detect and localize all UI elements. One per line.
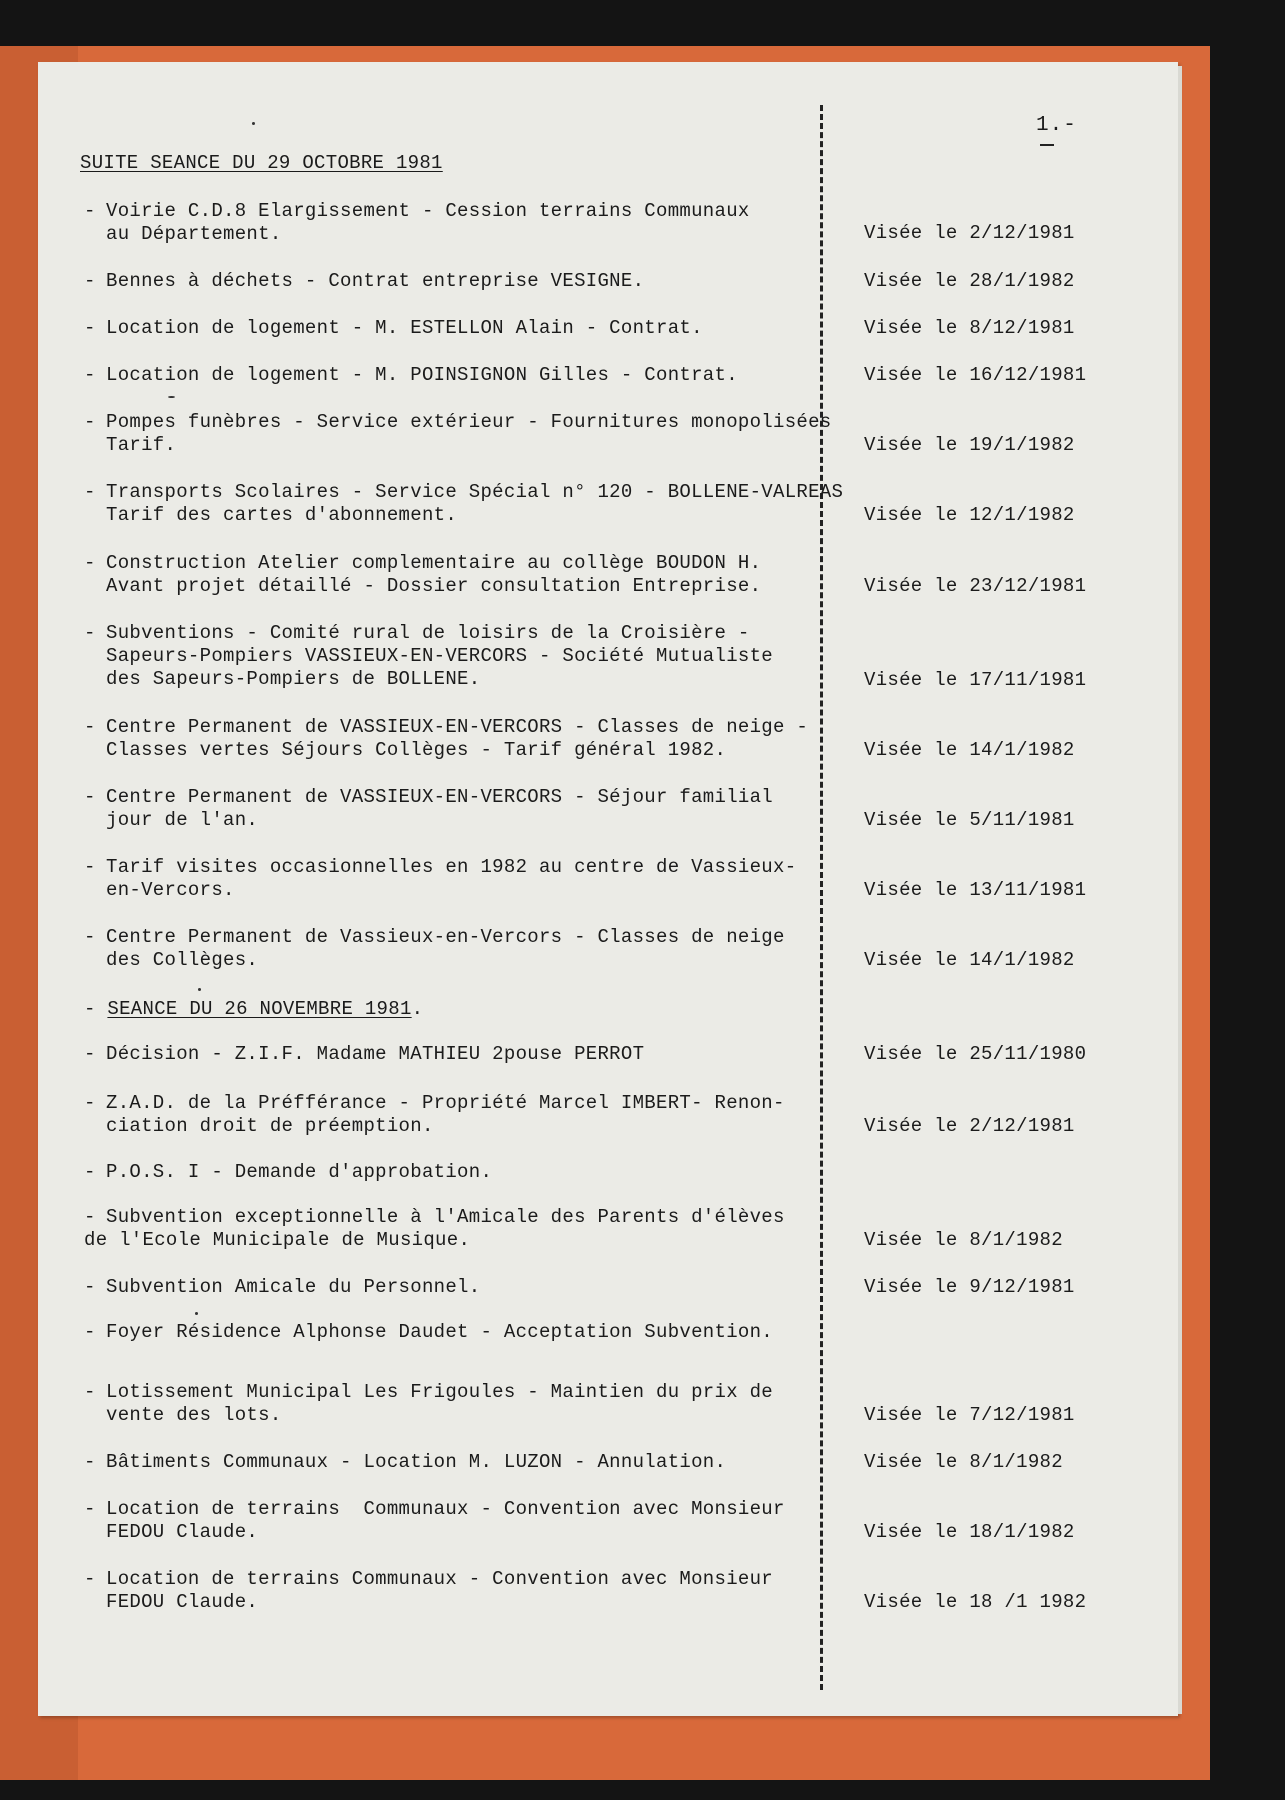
visa-date: Visée le 23/12/1981	[864, 575, 1087, 597]
visa-date: Visée le 18 /1 1982	[864, 1591, 1087, 1613]
entry-line-first	[84, 1043, 824, 1066]
entry-text: au Département.	[106, 223, 282, 245]
entry-text: FEDOU Claude.	[106, 1591, 259, 1613]
entry-item	[84, 786, 824, 832]
visa-date: Visée le 9/12/1981	[864, 1276, 1075, 1298]
entry-line-first	[84, 786, 824, 809]
entry-item	[84, 1276, 824, 1299]
entry-text: Décision - Z.I.F. Madame MATHIEU 2pouse PERROT	[106, 1043, 645, 1065]
entry-text: vente des lots.	[106, 1404, 282, 1426]
visa-date: Visée le 2/12/1981	[864, 1115, 1075, 1137]
entry-line-first	[84, 200, 824, 223]
entry-text: Centre Permanent de VASSIEUX-EN-VERCORS - Séjour familial	[106, 786, 774, 808]
entry-line-first	[84, 1451, 824, 1474]
entry-text: Subvention exceptionnelle à l'Amicale des Parents d'élèves	[106, 1206, 785, 1228]
entry-line-first	[84, 364, 824, 387]
section-heading-1	[80, 152, 443, 174]
paper-speck	[198, 988, 201, 991]
entry-item	[84, 856, 824, 902]
entry-line-first	[84, 481, 844, 504]
page-edge	[1178, 66, 1182, 1714]
entry-item	[84, 1381, 824, 1427]
entry-item	[84, 1451, 824, 1474]
visa-date: Visée le 2/12/1981	[864, 222, 1075, 244]
entry-item	[84, 926, 824, 972]
entry-dash: -	[84, 1276, 96, 1298]
entry-dash: -	[84, 622, 96, 644]
entry-line-first	[84, 926, 824, 949]
entry-text: FEDOU Claude.	[106, 1521, 259, 1543]
visa-date: Visée le 19/1/1982	[864, 434, 1075, 456]
entry-dash: -	[84, 481, 96, 503]
entry-dash: -	[84, 1161, 96, 1183]
entry-text: Centre Permanent de VASSIEUX-EN-VERCORS - Classes de neige -	[106, 716, 809, 738]
visa-date: Visée le 14/1/1982	[864, 949, 1075, 971]
entry-text: Sapeurs-Pompiers VASSIEUX-EN-VERCORS - Société Mutualiste	[106, 645, 774, 667]
entry-line-first	[84, 270, 824, 293]
section-heading-2-dash: -	[84, 998, 96, 1020]
entry-line-first	[84, 1206, 824, 1229]
entry-line-first	[84, 552, 824, 575]
visa-date: Visée le 8/1/1982	[864, 1229, 1063, 1251]
entry-line-first	[84, 1568, 824, 1591]
entry-item	[84, 716, 824, 762]
entry-line-continuation	[84, 1115, 824, 1138]
entry-text: Tarif visites occasionnelles en 1982 au centre de Vassieux-	[106, 856, 797, 878]
visa-date: Visée le 8/12/1981	[864, 317, 1075, 339]
entry-line-continuation	[84, 434, 824, 457]
paper-speck	[252, 122, 255, 125]
entry-text: Tarif des cartes d'abonnement.	[106, 504, 458, 526]
entry-text: Bennes à déchets - Contrat entreprise VESIGNE.	[106, 270, 645, 292]
entry-text: Subventions - Comité rural de loisirs de la Croisière -	[106, 622, 750, 644]
entry-text: P.O.S. I - Demande d'approbation.	[106, 1161, 493, 1183]
entry-text: Foyer Résidence Alphonse Daudet - Acceptation Subvention.	[106, 1321, 774, 1343]
entry-text: Location de terrains Communaux - Convention avec Monsieur	[106, 1568, 774, 1590]
entry-dash: -	[84, 716, 96, 738]
entry-text: Classes vertes Séjours Collèges - Tarif général 1982.	[106, 739, 727, 761]
entry-text: Z.A.D. de la Préfférance - Propriété Marcel IMBERT- Renon-	[106, 1092, 785, 1114]
entry-item	[84, 552, 824, 598]
visa-date: Visée le 17/11/1981	[864, 669, 1087, 691]
entry-text: des Sapeurs-Pompiers de BOLLENE.	[106, 668, 481, 690]
visa-date: Visée le 16/12/1981	[864, 364, 1087, 386]
entry-line-continuation	[84, 1591, 824, 1614]
entry-dash: -	[84, 552, 96, 574]
entry-text: Transports Scolaires - Service Spécial n° 120 - BOLLENE-VALREAS	[106, 481, 844, 503]
section-heading-1-text: SUITE SEANCE DU 29 OCTOBRE 1981	[80, 152, 443, 174]
visa-date: Visée le 12/1/1982	[864, 504, 1075, 526]
paper-speck	[168, 396, 175, 398]
entry-dash: -	[84, 1206, 96, 1228]
visa-date: Visée le 14/1/1982	[864, 739, 1075, 761]
entry-line-first	[84, 1276, 824, 1299]
entry-line-continuation	[84, 223, 824, 246]
entry-item	[84, 1043, 824, 1066]
entry-line-continuation	[84, 1229, 824, 1252]
entry-dash: -	[84, 364, 96, 386]
entry-text: ciation droit de préemption.	[106, 1115, 434, 1137]
entry-line-continuation	[84, 739, 824, 762]
entry-item	[84, 1206, 824, 1252]
visa-date: Visée le 5/11/1981	[864, 809, 1075, 831]
entry-text: Lotissement Municipal Les Frigoules - Maintien du prix de	[106, 1381, 774, 1403]
entry-line-first	[84, 1498, 824, 1521]
page-number-underline	[1040, 144, 1054, 146]
entry-dash: -	[84, 1321, 96, 1343]
entry-dash: -	[84, 270, 96, 292]
entry-line-continuation	[84, 879, 824, 902]
entry-text: Bâtiments Communaux - Location M. LUZON - Annulation.	[106, 1451, 727, 1473]
section-heading-2-period: .	[411, 998, 424, 1020]
entry-line-first	[84, 317, 824, 340]
entry-line-first	[84, 1161, 824, 1184]
entry-text: Voirie C.D.8 Elargissement - Cession terrains Communaux	[106, 200, 750, 222]
visa-date: Visée le 7/12/1981	[864, 1404, 1075, 1426]
entry-item	[84, 200, 824, 246]
entry-dash: -	[84, 786, 96, 808]
entry-line-continuation	[84, 575, 824, 598]
entry-line-first	[84, 411, 832, 434]
visa-date: Visée le 28/1/1982	[864, 270, 1075, 292]
entry-dash: -	[84, 856, 96, 878]
entry-dash: -	[84, 926, 96, 948]
entry-line-continuation	[84, 1404, 824, 1427]
entry-item	[84, 364, 824, 387]
entry-dash: -	[84, 1451, 96, 1473]
entry-line-continuation	[84, 1521, 824, 1544]
section-heading-2-text: SEANCE DU 26 NOVEMBRE 1981	[107, 998, 412, 1020]
visa-date: Visée le 13/11/1981	[864, 879, 1087, 901]
entry-line-continuation	[84, 645, 824, 668]
entry-text: Construction Atelier complementaire au collège BOUDON H.	[106, 552, 762, 574]
entry-text: Location de terrains Communaux - Convention avec Monsieur	[106, 1498, 785, 1520]
entry-text: Location de logement - M. ESTELLON Alain - Contrat.	[106, 317, 703, 339]
entry-line-first	[84, 622, 824, 645]
section-heading-2	[84, 998, 423, 1020]
entry-line-continuation	[84, 504, 824, 527]
entry-text: Centre Permanent de Vassieux-en-Vercors - Classes de neige	[106, 926, 785, 948]
entry-line-first	[84, 716, 824, 739]
entry-text: jour de l'an.	[106, 809, 259, 831]
paper-speck	[195, 1312, 198, 1315]
page-number: 1.-	[1036, 114, 1077, 137]
entry-item	[84, 270, 824, 293]
entry-line-first	[84, 1381, 824, 1404]
entry-text: Avant projet détaillé - Dossier consultation Entreprise.	[106, 575, 762, 597]
entry-line-continuation	[84, 949, 824, 972]
entry-item	[84, 481, 844, 527]
entry-item	[84, 622, 824, 691]
entry-dash: -	[84, 1092, 96, 1114]
entry-line-continuation	[84, 668, 824, 691]
visa-date: Visée le 8/1/1982	[864, 1451, 1063, 1473]
entry-text: en-Vercors.	[106, 879, 235, 901]
entry-item	[84, 317, 824, 340]
entry-dash: -	[84, 200, 96, 222]
visa-date: Visée le 18/1/1982	[864, 1521, 1075, 1543]
entry-dash: -	[84, 1568, 96, 1590]
entry-line-first	[84, 1321, 824, 1344]
entry-item	[84, 1498, 824, 1544]
entry-dash: -	[84, 317, 96, 339]
entry-dash: -	[84, 1043, 96, 1065]
entry-line-first	[84, 856, 824, 879]
entry-dash: -	[84, 1381, 96, 1403]
entry-line-continuation	[84, 809, 824, 832]
entry-dash: -	[84, 1498, 96, 1520]
visa-date: Visée le 25/11/1980	[864, 1043, 1087, 1065]
entry-line-first	[84, 1092, 824, 1115]
entry-item	[84, 1321, 824, 1344]
entry-item	[84, 1092, 824, 1138]
entry-text: de l'Ecole Municipale de Musique.	[84, 1229, 471, 1251]
entry-text: Pompes funèbres - Service extérieur - Fournitures monopolisées	[106, 411, 832, 433]
entry-item	[84, 411, 832, 457]
entry-item	[84, 1161, 824, 1184]
entry-text: Location de logement - M. POINSIGNON Gilles - Contrat.	[106, 364, 738, 386]
entry-text: Tarif.	[106, 434, 177, 456]
entry-text: des Collèges.	[106, 949, 259, 971]
entry-text: Subvention Amicale du Personnel.	[106, 1276, 481, 1298]
entry-item	[84, 1568, 824, 1614]
entry-dash: -	[84, 411, 96, 433]
